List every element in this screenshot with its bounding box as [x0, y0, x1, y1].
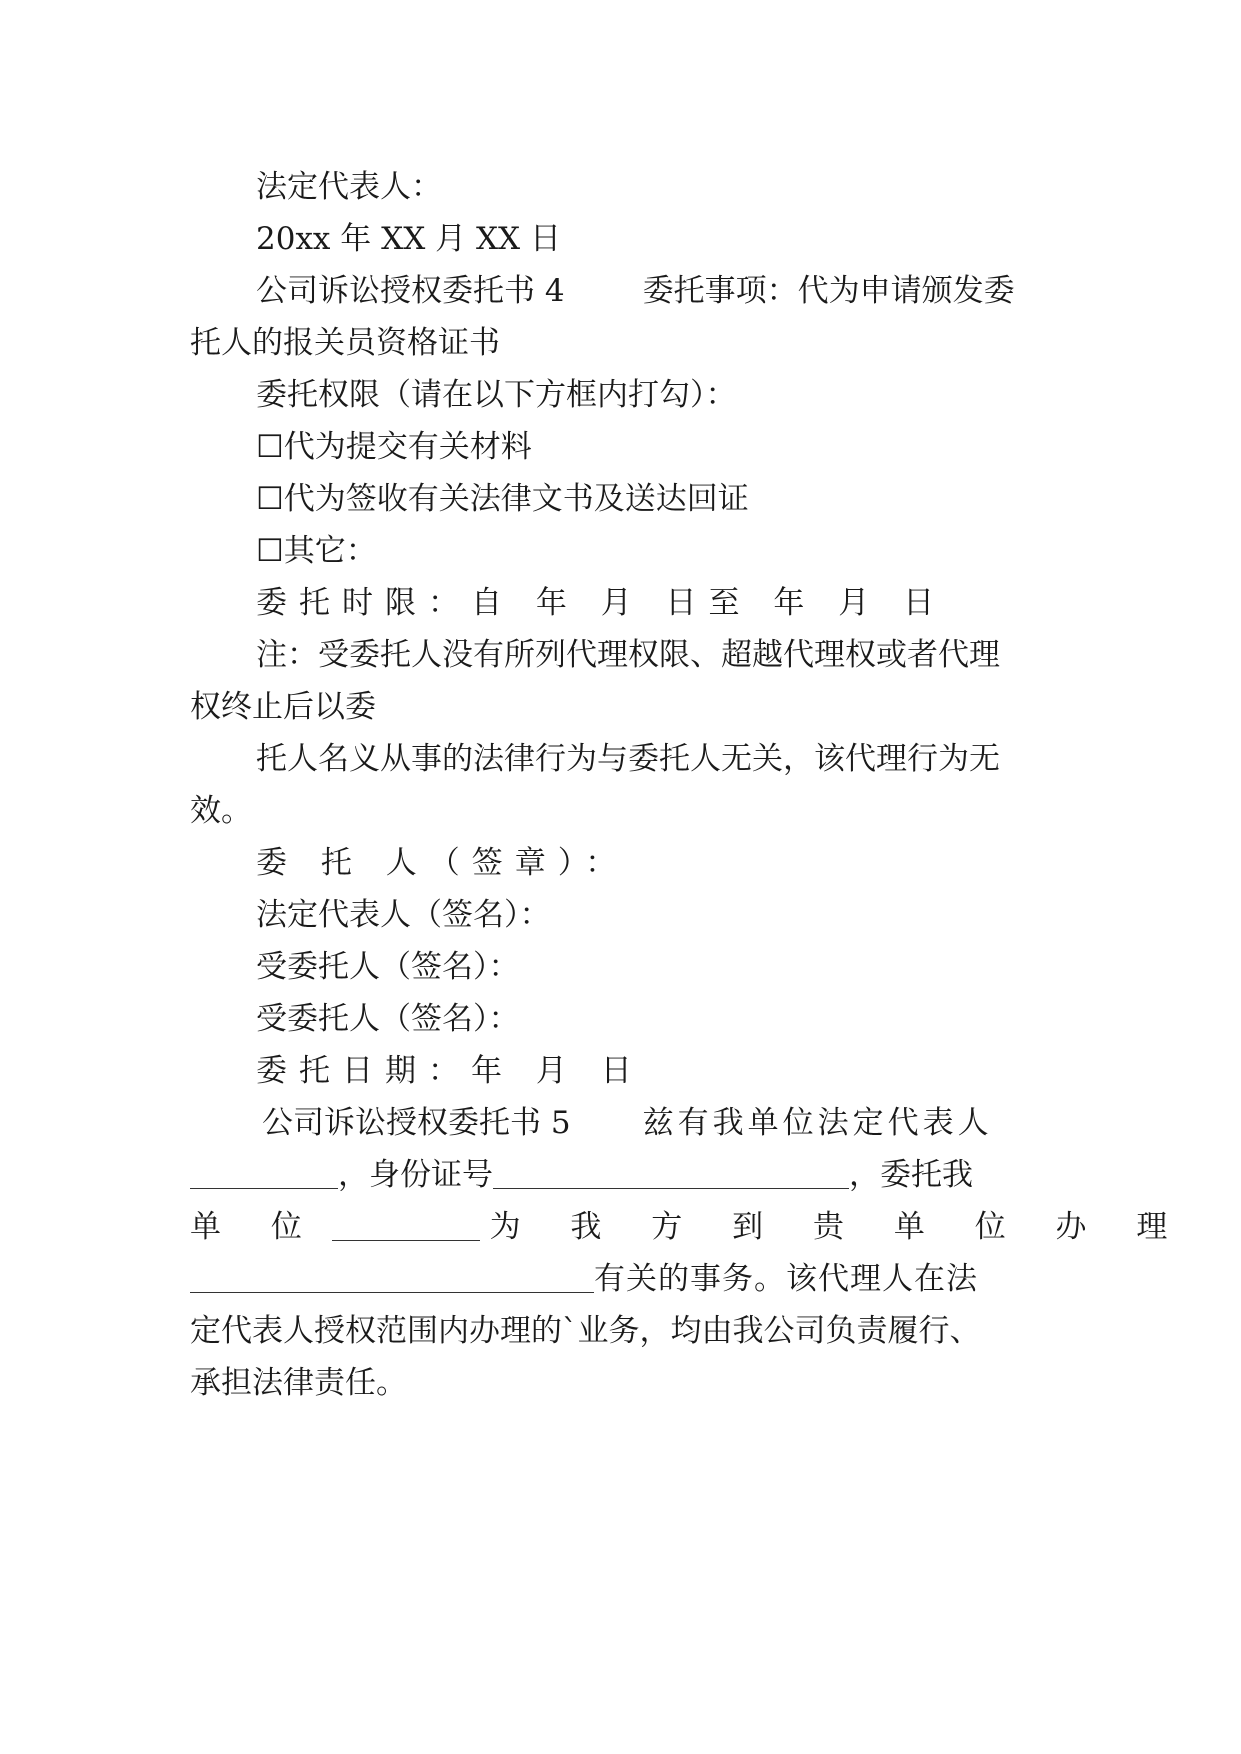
matter-text: 有关的事务。该代理人在法: [594, 1261, 978, 1297]
checkbox-sign-documents: ☐代为签收有关法律文书及送达回证: [256, 481, 749, 517]
responsibility-line-2: 承担法律责任。: [190, 1365, 407, 1401]
entrust-text: ，委托我: [849, 1157, 973, 1193]
unit-label: 单 位: [190, 1209, 322, 1245]
unit-blank[interactable]: [332, 1210, 480, 1241]
entrust-period-line: 委托时限：自 年 月 日至 年 月 日: [256, 585, 947, 621]
note-line-3: 托人名义从事的法律行为与委托人无关，该代理行为无: [256, 741, 1000, 777]
representative-signature-line: 法定代表人（签名）：: [256, 897, 551, 933]
agent-signature-line-1: 受委托人（签名）：: [256, 949, 520, 985]
date-line: 20xx 年 XX 月 XX 日: [256, 221, 561, 257]
section-4-title: 公司诉讼授权委托书 4: [256, 273, 565, 309]
note-line-4: 效。: [190, 793, 252, 829]
checkbox-other: ☐其它：: [256, 533, 377, 569]
responsibility-line-1: 定代表人授权范围内办理的`业务，均由我公司负责履行、: [190, 1313, 981, 1349]
section-5-heading-line: [0, 1094, 1241, 1152]
note-line-1: 注：受委托人没有所列代理权限、超越代理权或者代理: [256, 637, 1000, 673]
section-4-heading-line: [0, 262, 1241, 320]
id-number-label: ，身份证号: [338, 1157, 493, 1193]
legal-representative-line: 法定代表人：: [256, 169, 442, 205]
section-5-intro: 兹有我单位法定代表人: [642, 1105, 993, 1141]
agent-signature-line-2: 受委托人（签名）：: [256, 1001, 520, 1037]
entrust-date-line: 委托日期：年 月 日: [256, 1053, 644, 1089]
authority-scope-line: 委托权限（请在以下方框内打勾）：: [256, 377, 737, 413]
id-number-line: [0, 1146, 1241, 1204]
entrusted-matter-continued: 托人的报关员资格证书: [190, 325, 500, 361]
section-5-title: 公司诉讼授权委托书 5: [262, 1105, 571, 1141]
note-line-2: 权终止后以委: [190, 689, 376, 725]
checkbox-submit-materials: ☐代为提交有关材料: [256, 429, 532, 465]
unit-line: [0, 1198, 1241, 1256]
matter-blank[interactable]: [190, 1262, 594, 1293]
matter-line: [0, 1250, 1241, 1308]
principal-signature-line: 委 托 人（签章）：: [256, 845, 629, 881]
id-number-blank[interactable]: [493, 1158, 849, 1189]
handle-text: 为 我 方 到 贵 单 位 办 理: [489, 1209, 1188, 1245]
entrusted-matter-text: 委托事项：代为申请颁发委: [642, 273, 1015, 309]
representative-name-blank[interactable]: [190, 1158, 338, 1189]
